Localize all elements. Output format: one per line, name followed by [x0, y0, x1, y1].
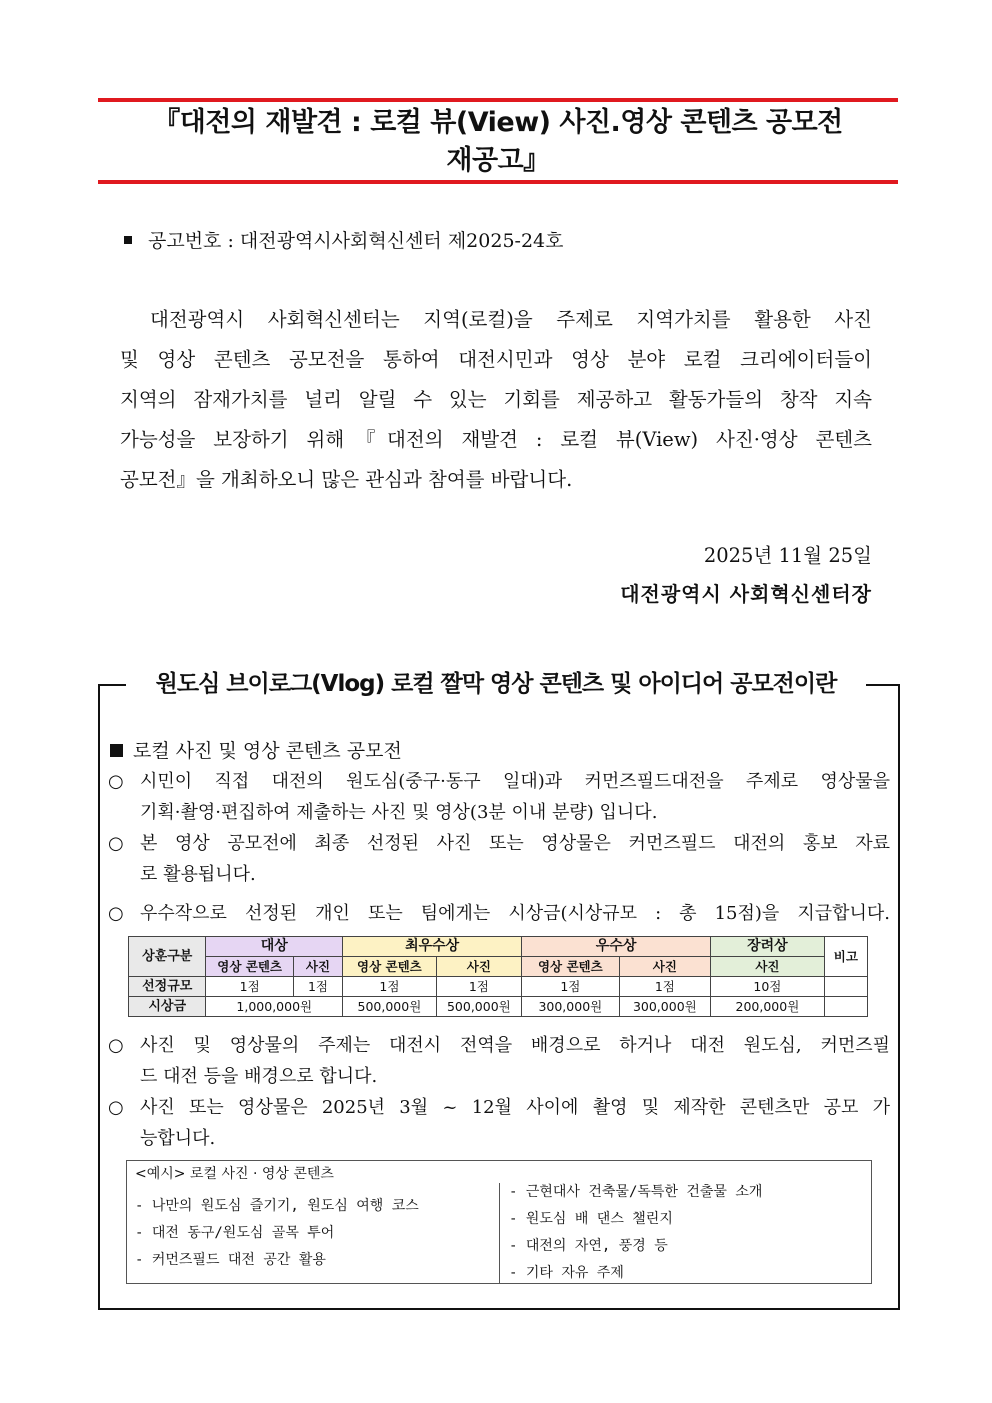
circle-bullet-icon: ○ [108, 833, 124, 854]
list-item: - 대전의 자연, 풍경 등 [509, 1238, 668, 1254]
table-cell: 200,000원 [711, 997, 825, 1017]
example-list-left [135, 1193, 419, 1274]
example-box [126, 1160, 872, 1284]
award-subheader: 영상 콘텐츠 [343, 957, 437, 977]
list-item-line: 우수작으로 선정된 개인 또는 팀에게는 시상금(시상규모 : 총 15점)을 지급합니다. [140, 903, 890, 924]
list-item-line: 본 영상 공모전에 최종 선정된 사진 또는 영상물은 커먼즈필드 대전의 홍보 자료 [140, 833, 890, 854]
circle-bullet-icon: ○ [108, 903, 124, 924]
list-item [108, 766, 890, 828]
list-item: - 대전 동구/원도심 골목 투어 [135, 1225, 335, 1241]
info-box-title: 원도심 브이로그(Vlog) 로컬 짤막 영상 콘텐츠 및 아이디어 공모전이란 [155, 671, 837, 697]
intro-line: 및 영상 콘텐츠 공모전을 통하여 대전시민과 영상 분야 로컬 크리에이터들이 [120, 348, 872, 371]
notice-date: 2025년 11월 25일 [703, 544, 872, 567]
award-subheader: 사진 [711, 957, 825, 977]
issuer: 대전광역시 사회혁신센터장 [620, 582, 872, 606]
award-subheader: 사진 [293, 957, 342, 977]
section-heading [110, 736, 402, 763]
example-title: <예시> 로컬 사진 · 영상 콘텐츠 [135, 1166, 334, 1182]
list-item-line: 드 대전 등을 배경으로 합니다. [140, 1066, 378, 1087]
award-group-woo: 우수상 [522, 937, 711, 957]
table-row-header: 상훈구분 [129, 937, 206, 977]
bigo-header: 비고 [824, 937, 867, 977]
list-item: - 나만의 원도심 즐기기, 원도심 여행 코스 [135, 1198, 419, 1214]
table-row-label: 시상금 [129, 997, 206, 1017]
list-item-line: 사진 및 영상물의 주제는 대전시 전역을 배경으로 하거나 대전 원도심, 커먼즈필 [140, 1035, 890, 1056]
table-cell: 10점 [711, 977, 825, 997]
page-title [98, 104, 898, 180]
title-rule-top [98, 98, 898, 102]
notice-number-text: 공고번호 : 대전광역시사회혁신센터 제2025-24호 [148, 230, 564, 252]
square-bullet-icon [110, 744, 123, 757]
info-box-top-rule-left [98, 684, 126, 686]
page-title-line1: 『대전의 재발견 : 로컬 뷰(View) 사진.영상 콘텐츠 공모전 [153, 107, 843, 138]
circle-bullet-icon: ○ [108, 1035, 124, 1056]
table-row [129, 977, 868, 997]
page-title-line2: 재공고』 [446, 145, 550, 176]
table-cell: 1점 [436, 977, 521, 997]
list-item: - 커먼즈필드 대전 공간 활용 [135, 1252, 326, 1268]
list-item: - 기타 자유 주제 [509, 1265, 624, 1281]
list-item-line: 사진 또는 영상물은 2025년 3월 ~ 12월 사이에 촬영 및 제작한 콘텐츠만 공모 가 [140, 1097, 890, 1118]
table-cell: 300,000원 [619, 997, 710, 1017]
list-item [108, 1030, 890, 1092]
list-item-line: 능합니다. [140, 1128, 216, 1149]
notice-number [124, 226, 564, 253]
award-subheader: 사진 [619, 957, 710, 977]
award-group-daesang: 대상 [206, 937, 343, 957]
table-row-label: 선정규모 [129, 977, 206, 997]
award-subheader: 영상 콘텐츠 [522, 957, 620, 977]
table-cell: 1점 [293, 977, 342, 997]
list-item [108, 828, 890, 890]
example-list-right [509, 1179, 762, 1287]
list-item [108, 1092, 890, 1154]
circle-bullet-icon: ○ [108, 771, 124, 792]
info-box-top-rule-right [866, 684, 898, 686]
table-cell: 500,000원 [436, 997, 521, 1017]
title-rule-bottom [98, 180, 898, 184]
list-item: - 근현대사 건축물/독특한 건출물 소개 [509, 1184, 763, 1200]
award-group-choi: 최우수상 [343, 937, 522, 957]
intro-paragraph [120, 300, 872, 500]
table-row [129, 997, 868, 1017]
table-cell: 300,000원 [522, 997, 620, 1017]
award-subheader: 사진 [436, 957, 521, 977]
table-cell: 1점 [522, 977, 620, 997]
award-group-jang: 장려상 [711, 937, 825, 957]
example-divider [499, 1183, 500, 1283]
circle-bullet-icon: ○ [108, 1097, 124, 1118]
square-bullet-icon [124, 236, 132, 244]
section-heading-text: 로컬 사진 및 영상 콘텐츠 공모전 [133, 740, 402, 762]
list-item-line: 로 활용됩니다. [140, 864, 256, 885]
table-cell: 1점 [206, 977, 293, 997]
list-item-line: 기획·촬영·편집하여 제출하는 사진 및 영상(3분 이내 분량) 입니다. [140, 802, 658, 823]
intro-line: 공모전』을 개최하오니 많은 관심과 참여를 바랍니다. [120, 468, 573, 491]
list-item: - 원도심 배 댄스 챌린지 [509, 1211, 673, 1227]
table-cell: 500,000원 [343, 997, 437, 1017]
award-subheader: 영상 콘텐츠 [206, 957, 293, 977]
list-item [108, 898, 890, 929]
table-cell [824, 977, 867, 997]
table-cell [824, 997, 867, 1017]
table-cell: 1점 [619, 977, 710, 997]
award-table [128, 936, 868, 1017]
table-cell: 1점 [343, 977, 437, 997]
intro-line: 지역의 잠재가치를 널리 알릴 수 있는 기회를 제공하고 활동가들의 창작 지속 [120, 388, 872, 411]
table-cell: 1,000,000원 [206, 997, 343, 1017]
intro-line: 가능성을 보장하기 위해『대전의 재발견 : 로컬 뷰(View) 사진·영상 콘텐츠 [120, 428, 872, 451]
list-item-line: 시민이 직접 대전의 원도심(중구·동구 일대)과 커먼즈필드대전을 주제로 영상물을 [140, 771, 890, 792]
intro-line: 대전광역시 사회혁신센터는 지역(로컬)을 주제로 지역가치를 활용한 사진 [150, 308, 872, 331]
